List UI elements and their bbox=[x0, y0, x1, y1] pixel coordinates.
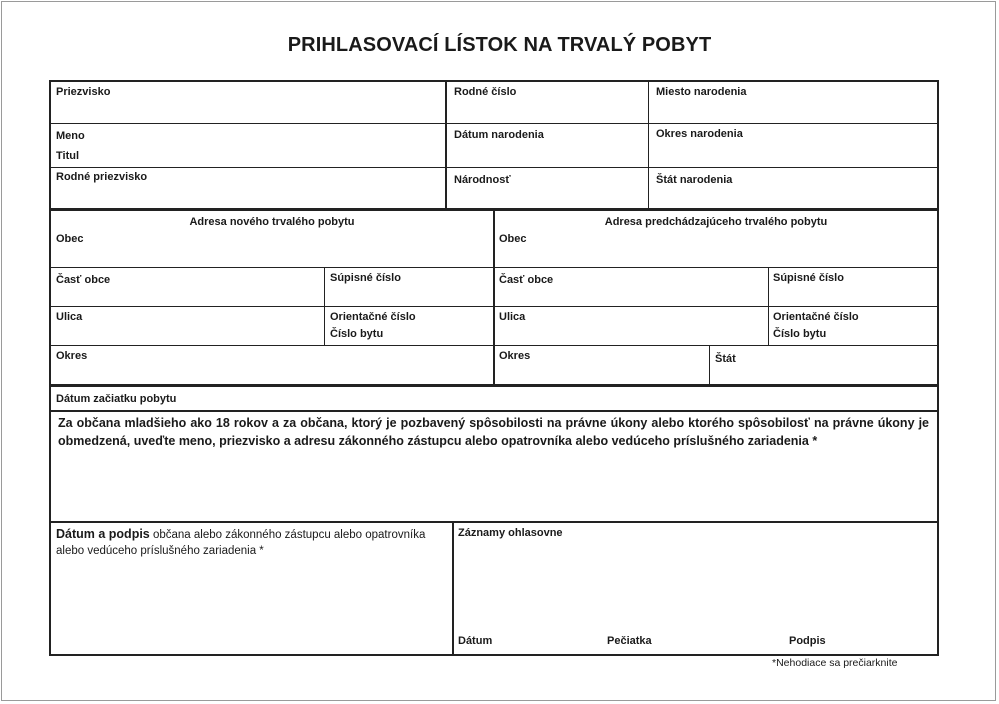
label-rodne-priezvisko: Rodné priezvisko bbox=[56, 171, 148, 183]
divider bbox=[51, 345, 937, 346]
divider bbox=[51, 123, 937, 124]
label-stat-narodenia: Štát narodenia bbox=[656, 174, 733, 186]
divider bbox=[493, 209, 495, 386]
label-prev-obec: Obec bbox=[499, 233, 527, 245]
label-miesto-narodenia: Miesto narodenia bbox=[656, 86, 747, 98]
label-new-okres: Okres bbox=[56, 350, 88, 362]
guardian-note: Za občana mladšieho ako 18 rokov a za občana, ktorý je pozbavený spôsobilosti na právne úkony alebo ktorého spôsobilosť na právne úkony je obmedzená, uveďte meno, priezvisko a adresu zákonného zástupcu alebo opatrovníka alebo vedúceho príslušného zariadenia * bbox=[58, 416, 929, 448]
label-new-cislo-bytu: Číslo bytu bbox=[330, 328, 384, 340]
records-podpis: Podpis bbox=[789, 635, 826, 647]
divider bbox=[452, 521, 454, 656]
label-new-cast-obce: Časť obce bbox=[56, 274, 111, 286]
personal-section bbox=[49, 80, 939, 210]
label-datum-zaciatku: Dátum začiatku pobytu bbox=[56, 393, 177, 405]
records-peciatka: Pečiatka bbox=[607, 635, 652, 647]
signature-label bbox=[56, 526, 448, 559]
label-rodne-cislo: Rodné číslo bbox=[454, 86, 517, 98]
label-new-orientacne-cislo: Orientačné číslo bbox=[330, 311, 416, 323]
label-new-obec: Obec bbox=[56, 233, 84, 245]
records-datum: Dátum bbox=[458, 635, 493, 647]
divider bbox=[51, 267, 937, 268]
label-prev-cislo-bytu: Číslo bytu bbox=[773, 328, 827, 340]
label-narodnost: Národnosť bbox=[454, 174, 511, 186]
label-prev-orientacne-cislo: Orientačné číslo bbox=[773, 311, 859, 323]
label-new-ulica: Ulica bbox=[56, 311, 83, 323]
start-date-section bbox=[49, 385, 939, 412]
records-header: Záznamy ohlasovne bbox=[458, 527, 563, 539]
label-priezvisko: Priezvisko bbox=[56, 86, 111, 98]
new-address-header: Adresa nového trvalého pobytu bbox=[189, 216, 355, 228]
divider bbox=[51, 306, 937, 307]
label-prev-okres: Okres bbox=[499, 350, 531, 362]
label-datum-narodenia: Dátum narodenia bbox=[454, 129, 544, 141]
signature-label-text: občana alebo zákonného zástupcu alebo opatrovníka alebo vedúceho príslušného zariadenia * bbox=[56, 529, 426, 557]
label-prev-supisne-cislo: Súpisné číslo bbox=[773, 272, 844, 284]
divider bbox=[709, 345, 710, 386]
label-okres-narodenia: Okres narodenia bbox=[656, 128, 743, 140]
divider bbox=[445, 80, 447, 210]
label-meno: Meno bbox=[56, 130, 85, 142]
label-prev-stat: Štát bbox=[715, 353, 736, 365]
prev-address-header: Adresa predchádzajúceho trvalého pobytu bbox=[604, 216, 828, 228]
footnote: *Nehodiace sa prečiarknite bbox=[772, 657, 898, 669]
form-title: PRIHLASOVACÍ LÍSTOK NA TRVALÝ POBYT bbox=[287, 34, 712, 56]
divider bbox=[648, 80, 649, 210]
divider bbox=[324, 267, 325, 345]
label-new-supisne-cislo: Súpisné číslo bbox=[330, 272, 401, 284]
divider bbox=[768, 267, 769, 345]
label-prev-cast-obce: Časť obce bbox=[499, 274, 554, 286]
signature-label-bold: Dátum a podpis bbox=[56, 527, 150, 541]
label-titul: Titul bbox=[56, 150, 80, 162]
label-prev-ulica: Ulica bbox=[499, 311, 526, 323]
divider bbox=[51, 167, 937, 168]
